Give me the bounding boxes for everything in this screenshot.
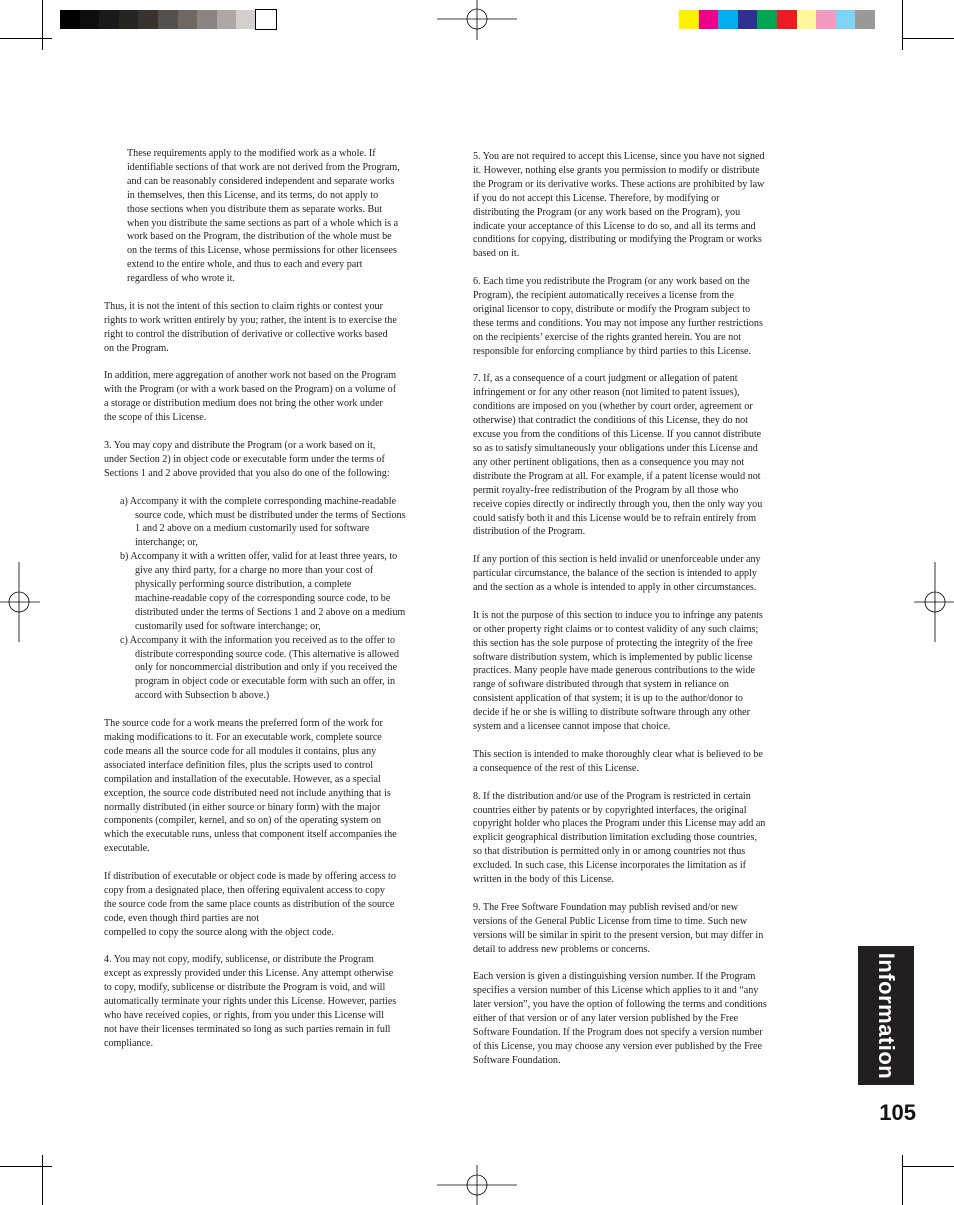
color-swatch [797, 10, 817, 29]
gray-swatch [236, 10, 256, 29]
gray-swatch [178, 10, 198, 29]
gray-swatch [158, 10, 178, 29]
gray-swatch [99, 10, 119, 29]
paragraph: This section is intended to make thoroughly clear what is believed to be a consequence of the rest of this License. [473, 748, 763, 774]
gray-swatch [119, 10, 139, 29]
paragraph: 3. You may copy and distribute the Program (or a work based on it, under Section 2) in object code or executable form under the terms of Sections 1 and 2 above provided that you also do one of the following: [104, 439, 390, 479]
registration-mark-bottom [437, 1165, 517, 1205]
gray-swatch [138, 10, 158, 29]
gray-swatch [217, 10, 237, 29]
paragraph: If any portion of this section is held invalid or unenforceable under any particular circumstance, the balance of the section is intended to apply and the section as a whole is intended to apply in other circumstances. [473, 554, 761, 594]
gray-swatch [60, 10, 80, 29]
color-swatch [816, 10, 836, 29]
registration-mark-top [437, 0, 517, 40]
paragraph: It is not the purpose of this section to induce you to infringe any patents or other property right claims or to contest validity of any such claims; this section has the sole purpose of protecting the integrity of the free software distribution system, which is implemented by public license practices. Many people have made generous contributions to the wide range of software distributed through that system in reliance on consistent application of that system; it is up to the author/donor to decide if he or she is willing to distribute software through any other system and a licensee cannot impose that choice. [473, 609, 763, 733]
color-swatch [836, 10, 856, 29]
paragraph: These requirements apply to the modified work as a whole. If identifiable sections of that work are not derived from the Program, and can be reasonably considered independent and separate works in themselves, then this License, and its terms, do not apply to those sections when you distribute them as separate works. But when you distribute the same sections as part of a whole which is a work based on the Program, the distribution of the whole must be on the terms of this License, whose permissions for other licensees extend to the entire whole, and thus to each and every part regardless of who wrote it. [127, 148, 400, 285]
gray-swatch [197, 10, 217, 29]
paragraph: If distribution of executable or object code is made by offering access to copy from a designated place, then offering equivalent access to copy the source code from the same place counts as distribution of the source code, even though third parties are not compelled to copy the source along with the object code. [104, 871, 396, 938]
paragraph: 5. You are not required to accept this License, since you have not signed it. However, nothing else grants you permission to modify or distribute the Program or its derivative works. These actions are prohibited by law if you do not accept this License. Therefore, by modifying or distributing the Program (or any work based on the Program), you indicate your acceptance of this License to do so, and all its terms and conditions for copying, distributing or modifying the Program or works based on it. [473, 151, 765, 260]
registration-mark-right [914, 562, 954, 642]
color-swatch [699, 10, 719, 29]
paragraph: 9. The Free Software Foundation may publish revised and/or new versions of the General Public License from time to time. Such new versions will be similar in spirit to the present version, but may differ in detail to address new problems or concerns. [473, 901, 764, 955]
page-number: 105 [879, 1100, 916, 1125]
gray-swatch [256, 10, 276, 29]
registration-mark-left [0, 562, 40, 642]
paragraph: 7. If, as a consequence of a court judgment or allegation of patent infringement or for any other reason (not limited to patent issues), conditions are imposed on you (whether by court order, agreement or otherwise) that contradict the conditions of this License, they do not excuse you from the conditions of this License. If you cannot distribute so as to satisfy simultaneously your obligations under this License and any other pertinent obligations, then as a consequence you may not distribute the Program at all. For example, if a patent license would not permit royalty-free redistribution of the Program by all those who receive copies directly or indirectly through you, then the only way you could satisfy both it and this License would be to refrain entirely from distribution of the Program. [473, 373, 763, 538]
list-item: b) Accompany it with a written offer, valid for at least three years, to give any third party, for a charge no more than your cost of physically performing source distribution, a complete machine-readable copy of the corresponding source code, to be distributed under the terms of Sections 1 and 2 above on a medium customarily used for software interchange; or, [120, 551, 406, 632]
left-column [104, 147, 456, 1065]
section-tab [858, 946, 914, 1085]
list-item: c) Accompany it with the information you received as to the offer to distribute corresponding source code. (This alternative is allowed only for noncommercial distribution and only if you received the program in object code or executable form with such an offer, in accord with Subsection b above.) [120, 634, 400, 702]
paragraph: Each version is given a distinguishing version number. If the Program specifies a version number of this License which applies to it and “any later version”, you have the option of following the terms and conditions either of that version or of any later version published by the Free Software Foundation. If the Program does not specify a version number of this License, you may choose any version ever published by the Free Software Foundation. [473, 971, 767, 1066]
paragraph: In addition, mere aggregation of another work not based on the Program with the Program (or with a work based on the Program) on a volume of a storage or distribution medium does not bring the other work under the scope of this License. [104, 370, 397, 424]
color-swatch [757, 10, 777, 29]
paragraph: The source code for a work means the preferred form of the work for making modifications to it. For an executable work, complete source code means all the source code for all modules it contains, plus any associated interface definition files, plus the scripts used to control compilation and installation of the executable. However, as a special exception, the source code distributed need not include anything that is normally distributed (in either source or binary form) with the major components (compiler, kernel, and so on) of the operating system on which the executable runs, unless that component itself accompanies the executable. [104, 718, 397, 855]
color-swatch [777, 10, 797, 29]
list-item: a) Accompany it with the complete corresponding machine-readable source code, which must be distributed under the terms of Sections 1 and 2 above on a medium customarily used for software interchange; or, [120, 495, 406, 549]
paragraph: Thus, it is not the intent of this section to claim rights or contest your rights to work written entirely by you; rather, the intent is to exercise the right to control the distribution of derivative or collective works based on the Program. [104, 300, 397, 354]
paragraph: 8. If the distribution and/or use of the Program is restricted in certain countries either by patents or by copyrighted interfaces, the original copyright holder who places the Program under this License may add an explicit geographical distribution limitation excluding those countries, so that distribution is permitted only in or among countries not thus excluded. In such case, this License incorporates the limitation as if written in the body of this License. [473, 790, 766, 886]
right-column [473, 150, 825, 1082]
color-swatch [718, 10, 738, 29]
color-swatch [738, 10, 758, 29]
paragraph: 4. You may not copy, modify, sublicense, or distribute the Program except as expressly provided under this License. Any attempt otherwise to copy, modify, sublicense or distribute the Program is void, and will automatically terminate your rights under this License. However, parties who have received copies, or rights, from you under this License will not have their licenses terminated so long as such parties remain in full compliance. [104, 954, 397, 1049]
color-swatch [855, 10, 875, 29]
color-swatch [679, 10, 699, 29]
gray-swatch [80, 10, 100, 29]
paragraph: 6. Each time you redistribute the Program (or any work based on the Program), the recipient automatically receives a license from the original licensor to copy, distribute or modify the Program subject to these terms and conditions. You may not impose any further restrictions on the recipients’ exercise of the rights granted herein. You are not responsible for enforcing compliance by third parties to this License. [473, 276, 763, 357]
section-tab-label: Information [874, 952, 899, 1079]
